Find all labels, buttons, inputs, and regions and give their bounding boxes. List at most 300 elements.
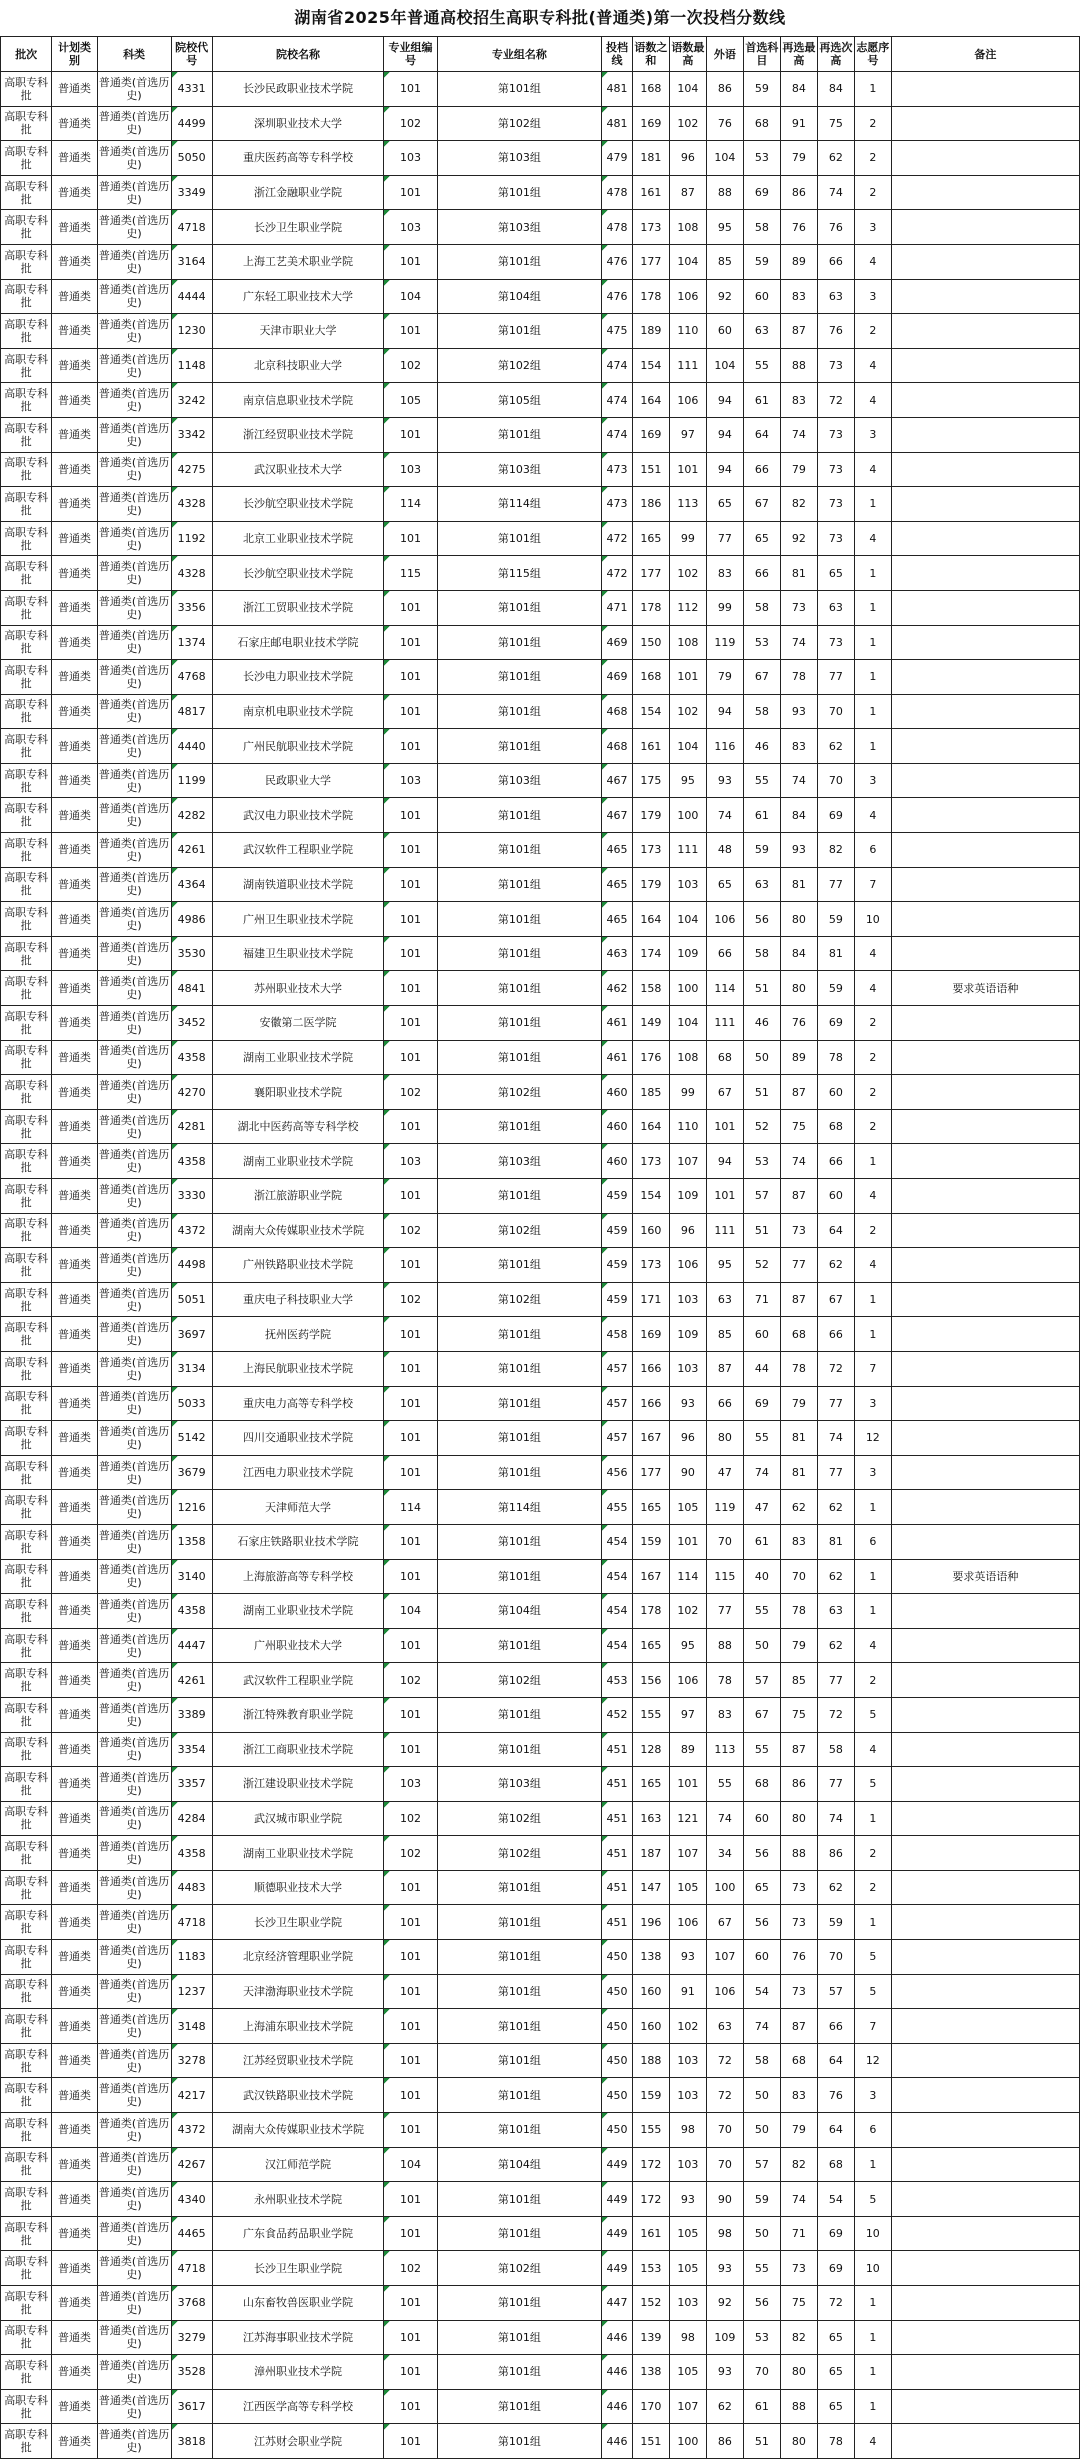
table-row bbox=[1, 1697, 1080, 1732]
col-group-code-cell: 101 bbox=[384, 1317, 437, 1352]
table-row bbox=[1, 72, 1080, 107]
col-score-line-cell: 457 bbox=[602, 1421, 633, 1456]
col-subject-type-cell: 普通类(首选历史) bbox=[97, 1490, 171, 1525]
col-plan-type-cell: 普通类 bbox=[52, 1559, 97, 1594]
col-group-name-cell: 第101组 bbox=[437, 1006, 601, 1041]
col-reselect-second-cell: 62 bbox=[817, 141, 854, 176]
col-chn-math-max-cell: 109 bbox=[669, 1317, 706, 1352]
col-score-line-cell: 446 bbox=[602, 2424, 633, 2459]
table-row bbox=[1, 1974, 1080, 2009]
table-row bbox=[1, 833, 1080, 868]
col-choice-no-cell: 5 bbox=[854, 1974, 891, 2009]
col-school-code-cell: 4270 bbox=[171, 1075, 212, 1110]
col-chn-math-sum-cell: 169 bbox=[632, 106, 669, 141]
col-group-code-cell: 101 bbox=[384, 1905, 437, 1940]
col-group-code-cell: 101 bbox=[384, 936, 437, 971]
col-subject-type-cell: 普通类(首选历史) bbox=[97, 1905, 171, 1940]
col-foreign-lang-cell: 86 bbox=[706, 2424, 743, 2459]
col-school-name-cell: 石家庄邮电职业技术学院 bbox=[212, 625, 384, 660]
col-foreign-lang-cell: 92 bbox=[706, 279, 743, 314]
col-plan-type-cell: 普通类 bbox=[52, 2216, 97, 2251]
col-reselect-second-cell: 72 bbox=[817, 2286, 854, 2321]
col-subject-type-cell: 普通类(首选历史) bbox=[97, 2078, 171, 2113]
col-choice-no-cell: 5 bbox=[854, 1767, 891, 1802]
col-first-subject-cell: 55 bbox=[743, 1594, 780, 1629]
col-score-line-cell: 459 bbox=[602, 1248, 633, 1283]
col-school-name-cell: 武汉铁路职业技术学院 bbox=[212, 2078, 384, 2113]
col-plan-type-cell: 普通类 bbox=[52, 1040, 97, 1075]
col-reselect-max-cell: 81 bbox=[780, 1421, 817, 1456]
col-group-name-cell: 第101组 bbox=[437, 1179, 601, 1214]
col-choice-no-cell: 1 bbox=[854, 72, 891, 107]
col-chn-math-sum-cell: 168 bbox=[632, 72, 669, 107]
col-group-code-cell: 101 bbox=[384, 1040, 437, 1075]
col-school-name-cell: 北京经济管理职业学院 bbox=[212, 1940, 384, 1975]
col-chn-math-max-cell: 97 bbox=[669, 1697, 706, 1732]
col-chn-math-max-cell: 103 bbox=[669, 2286, 706, 2321]
table-row bbox=[1, 175, 1080, 210]
col-chn-math-max-cell: 105 bbox=[669, 2251, 706, 2286]
col-group-code-cell: 102 bbox=[384, 1282, 437, 1317]
col-school-name-cell: 湖南工业职业技术学院 bbox=[212, 1040, 384, 1075]
col-chn-math-max-cell: 106 bbox=[669, 1905, 706, 1940]
col-score-line-cell: 479 bbox=[602, 141, 633, 176]
col-school-name-cell: 湖南工业职业技术学院 bbox=[212, 1594, 384, 1629]
col-reselect-second-cell: 75 bbox=[817, 106, 854, 141]
col-group-code-cell: 102 bbox=[384, 2251, 437, 2286]
col-remark-cell bbox=[891, 833, 1079, 868]
col-batch-cell: 高职专科批 bbox=[1, 1248, 52, 1283]
col-remark-cell bbox=[891, 1351, 1079, 1386]
col-chn-math-sum-cell: 154 bbox=[632, 694, 669, 729]
col-group-code-cell: 101 bbox=[384, 590, 437, 625]
col-reselect-second-cell: 78 bbox=[817, 1040, 854, 1075]
col-chn-math-sum-cell: 152 bbox=[632, 2286, 669, 2321]
col-group-name-cell: 第102组 bbox=[437, 2251, 601, 2286]
col-foreign-lang-cell: 94 bbox=[706, 383, 743, 418]
col-subject-type-cell: 普通类(首选历史) bbox=[97, 1144, 171, 1179]
col-plan-type-cell: 普通类 bbox=[52, 2182, 97, 2217]
col-school-name-cell: 湖南工业职业技术学院 bbox=[212, 1836, 384, 1871]
col-first-subject-cell: 55 bbox=[743, 348, 780, 383]
col-chn-math-max-cell: 96 bbox=[669, 1213, 706, 1248]
col-first-subject-cell: 53 bbox=[743, 625, 780, 660]
col-batch-cell: 高职专科批 bbox=[1, 936, 52, 971]
col-choice-no-cell: 1 bbox=[854, 1317, 891, 1352]
col-chn-math-max-cell: 89 bbox=[669, 1732, 706, 1767]
col-chn-math-sum-cell: 138 bbox=[632, 2355, 669, 2390]
col-group-code-cell: 101 bbox=[384, 833, 437, 868]
col-chn-math-sum-cell: 173 bbox=[632, 833, 669, 868]
col-score-line-cell: 478 bbox=[602, 175, 633, 210]
col-chn-math-max-cell: 103 bbox=[669, 2078, 706, 2113]
col-reselect-max-cell: 73 bbox=[780, 1974, 817, 2009]
table-row bbox=[1, 1801, 1080, 1836]
col-chn-math-sum-cell: 138 bbox=[632, 1940, 669, 1975]
col-first-subject-cell: 66 bbox=[743, 452, 780, 487]
col-choice-no-cell: 4 bbox=[854, 1628, 891, 1663]
table-row bbox=[1, 1836, 1080, 1871]
col-reselect-second-cell: 69 bbox=[817, 798, 854, 833]
col-reselect-max-cell: 88 bbox=[780, 1836, 817, 1871]
col-first-subject-cell: 69 bbox=[743, 1386, 780, 1421]
col-chn-math-sum-header: 语数之和 bbox=[632, 37, 669, 72]
col-remark-cell: 要求英语语种 bbox=[891, 971, 1079, 1006]
col-reselect-max-cell: 80 bbox=[780, 1801, 817, 1836]
col-chn-math-sum-cell: 151 bbox=[632, 2424, 669, 2459]
col-chn-math-max-cell: 91 bbox=[669, 1974, 706, 2009]
col-foreign-lang-cell: 98 bbox=[706, 2216, 743, 2251]
col-school-name-cell: 湖北中医药高等专科学校 bbox=[212, 1109, 384, 1144]
col-reselect-second-cell: 77 bbox=[817, 1386, 854, 1421]
col-school-code-cell: 4498 bbox=[171, 1248, 212, 1283]
col-subject-type-cell: 普通类(首选历史) bbox=[97, 694, 171, 729]
col-first-subject-cell: 53 bbox=[743, 141, 780, 176]
col-foreign-lang-cell: 100 bbox=[706, 1870, 743, 1905]
col-school-name-cell: 浙江特殊教育职业学院 bbox=[212, 1697, 384, 1732]
col-foreign-lang-cell: 66 bbox=[706, 936, 743, 971]
col-batch-cell: 高职专科批 bbox=[1, 660, 52, 695]
col-batch-cell: 高职专科批 bbox=[1, 348, 52, 383]
col-reselect-max-cell: 71 bbox=[780, 2216, 817, 2251]
col-school-code-cell: 4358 bbox=[171, 1836, 212, 1871]
col-group-code-cell: 101 bbox=[384, 867, 437, 902]
col-school-code-cell: 3242 bbox=[171, 383, 212, 418]
col-school-name-cell: 石家庄铁路职业技术学院 bbox=[212, 1524, 384, 1559]
col-group-name-cell: 第101组 bbox=[437, 1317, 601, 1352]
col-score-line-cell: 456 bbox=[602, 1455, 633, 1490]
col-reselect-max-cell: 82 bbox=[780, 487, 817, 522]
col-plan-type-cell: 普通类 bbox=[52, 1905, 97, 1940]
col-chn-math-sum-cell: 171 bbox=[632, 1282, 669, 1317]
col-plan-type-cell: 普通类 bbox=[52, 383, 97, 418]
col-school-code-cell: 4440 bbox=[171, 729, 212, 764]
col-group-name-cell: 第101组 bbox=[437, 1351, 601, 1386]
col-reselect-max-cell: 87 bbox=[780, 1282, 817, 1317]
col-remark-cell bbox=[891, 556, 1079, 591]
col-group-code-cell: 101 bbox=[384, 1248, 437, 1283]
col-plan-type-cell: 普通类 bbox=[52, 1421, 97, 1456]
col-first-subject-cell: 70 bbox=[743, 2355, 780, 2390]
col-foreign-lang-cell: 93 bbox=[706, 763, 743, 798]
col-group-code-cell: 101 bbox=[384, 1351, 437, 1386]
col-first-subject-cell: 61 bbox=[743, 798, 780, 833]
col-reselect-max-cell: 89 bbox=[780, 244, 817, 279]
col-plan-type-cell: 普通类 bbox=[52, 1940, 97, 1975]
col-chn-math-sum-cell: 173 bbox=[632, 1144, 669, 1179]
col-plan-type-cell: 普通类 bbox=[52, 2251, 97, 2286]
col-first-subject-cell: 63 bbox=[743, 314, 780, 349]
table-row bbox=[1, 936, 1080, 971]
col-school-code-cell: 4282 bbox=[171, 798, 212, 833]
col-foreign-lang-cell: 48 bbox=[706, 833, 743, 868]
col-chn-math-max-cell: 98 bbox=[669, 2113, 706, 2148]
col-school-name-cell: 上海民航职业技术学院 bbox=[212, 1351, 384, 1386]
col-batch-cell: 高职专科批 bbox=[1, 1040, 52, 1075]
col-first-subject-cell: 64 bbox=[743, 417, 780, 452]
table-row bbox=[1, 763, 1080, 798]
col-group-code-cell: 101 bbox=[384, 2320, 437, 2355]
col-reselect-max-cell: 73 bbox=[780, 590, 817, 625]
col-reselect-max-cell: 82 bbox=[780, 2320, 817, 2355]
col-foreign-lang-cell: 77 bbox=[706, 1594, 743, 1629]
col-choice-no-header: 志愿序号 bbox=[854, 37, 891, 72]
col-chn-math-max-cell: 93 bbox=[669, 1386, 706, 1421]
col-school-code-cell: 3140 bbox=[171, 1559, 212, 1594]
col-chn-math-sum-cell: 165 bbox=[632, 1767, 669, 1802]
col-school-code-cell: 4372 bbox=[171, 2113, 212, 2148]
table-row bbox=[1, 1386, 1080, 1421]
col-reselect-max-cell: 83 bbox=[780, 1524, 817, 1559]
table-row bbox=[1, 798, 1080, 833]
col-plan-type-cell: 普通类 bbox=[52, 175, 97, 210]
col-first-subject-cell: 46 bbox=[743, 729, 780, 764]
col-choice-no-cell: 1 bbox=[854, 487, 891, 522]
table-body bbox=[1, 72, 1080, 2459]
col-reselect-max-cell: 81 bbox=[780, 556, 817, 591]
table-row bbox=[1, 279, 1080, 314]
col-group-name-cell: 第101组 bbox=[437, 2424, 601, 2459]
col-group-code-cell: 101 bbox=[384, 2355, 437, 2390]
col-school-code-cell: 3528 bbox=[171, 2355, 212, 2390]
col-chn-math-sum-cell: 177 bbox=[632, 556, 669, 591]
col-reselect-second-cell: 66 bbox=[817, 1317, 854, 1352]
col-subject-type-cell: 普通类(首选历史) bbox=[97, 1524, 171, 1559]
col-chn-math-max-cell: 103 bbox=[669, 1282, 706, 1317]
col-subject-type-cell: 普通类(首选历史) bbox=[97, 487, 171, 522]
col-batch-cell: 高职专科批 bbox=[1, 971, 52, 1006]
col-group-name-cell: 第101组 bbox=[437, 694, 601, 729]
col-subject-type-cell: 普通类(首选历史) bbox=[97, 210, 171, 245]
col-subject-type-cell: 普通类(首选历史) bbox=[97, 417, 171, 452]
col-chn-math-max-cell: 95 bbox=[669, 1628, 706, 1663]
col-batch-cell: 高职专科批 bbox=[1, 729, 52, 764]
col-batch-cell: 高职专科批 bbox=[1, 1351, 52, 1386]
col-first-subject-cell: 67 bbox=[743, 1697, 780, 1732]
col-group-name-cell: 第101组 bbox=[437, 660, 601, 695]
col-batch-cell: 高职专科批 bbox=[1, 314, 52, 349]
col-subject-type-cell: 普通类(首选历史) bbox=[97, 2286, 171, 2321]
col-chn-math-max-cell: 104 bbox=[669, 902, 706, 937]
col-school-code-cell: 3452 bbox=[171, 1006, 212, 1041]
col-group-code-cell: 105 bbox=[384, 383, 437, 418]
col-group-name-cell: 第101组 bbox=[437, 2216, 601, 2251]
col-choice-no-cell: 2 bbox=[854, 1006, 891, 1041]
col-score-line-cell: 478 bbox=[602, 210, 633, 245]
col-reselect-max-cell: 89 bbox=[780, 1040, 817, 1075]
col-foreign-lang-cell: 101 bbox=[706, 1179, 743, 1214]
col-chn-math-sum-cell: 169 bbox=[632, 417, 669, 452]
col-batch-cell: 高职专科批 bbox=[1, 1974, 52, 2009]
col-reselect-second-cell: 59 bbox=[817, 971, 854, 1006]
col-school-code-cell: 3697 bbox=[171, 1317, 212, 1352]
col-first-subject-cell: 69 bbox=[743, 175, 780, 210]
table-row bbox=[1, 1594, 1080, 1629]
col-group-code-cell: 101 bbox=[384, 1732, 437, 1767]
col-school-name-cell: 重庆电力高等专科学校 bbox=[212, 1386, 384, 1421]
col-school-name-cell: 江苏财会职业学院 bbox=[212, 2424, 384, 2459]
col-batch-cell: 高职专科批 bbox=[1, 1905, 52, 1940]
col-group-name-cell: 第104组 bbox=[437, 2147, 601, 2182]
col-score-line-cell: 459 bbox=[602, 1213, 633, 1248]
col-group-name-cell: 第103组 bbox=[437, 141, 601, 176]
col-chn-math-sum-cell: 161 bbox=[632, 2216, 669, 2251]
col-reselect-second-cell: 73 bbox=[817, 452, 854, 487]
col-choice-no-cell: 1 bbox=[854, 2286, 891, 2321]
col-chn-math-max-cell: 93 bbox=[669, 1940, 706, 1975]
col-first-subject-cell: 59 bbox=[743, 244, 780, 279]
col-reselect-second-cell: 74 bbox=[817, 1801, 854, 1836]
col-group-code-cell: 101 bbox=[384, 2216, 437, 2251]
col-first-subject-cell: 50 bbox=[743, 1628, 780, 1663]
col-plan-type-cell: 普通类 bbox=[52, 1351, 97, 1386]
table-row bbox=[1, 2078, 1080, 2113]
col-school-code-cell: 3279 bbox=[171, 2320, 212, 2355]
col-group-name-cell: 第101组 bbox=[437, 1524, 601, 1559]
col-school-name-cell: 苏州职业技术大学 bbox=[212, 971, 384, 1006]
col-reselect-max-cell: 84 bbox=[780, 798, 817, 833]
col-chn-math-max-cell: 106 bbox=[669, 383, 706, 418]
col-choice-no-cell: 7 bbox=[854, 1351, 891, 1386]
col-group-name-cell: 第101组 bbox=[437, 936, 601, 971]
col-reselect-second-cell: 65 bbox=[817, 2355, 854, 2390]
col-choice-no-cell: 3 bbox=[854, 1386, 891, 1421]
col-chn-math-sum-cell: 173 bbox=[632, 1248, 669, 1283]
table-row bbox=[1, 2286, 1080, 2321]
col-batch-cell: 高职专科批 bbox=[1, 625, 52, 660]
col-chn-math-max-cell: 96 bbox=[669, 1421, 706, 1456]
col-group-code-cell: 101 bbox=[384, 1940, 437, 1975]
col-choice-no-cell: 6 bbox=[854, 833, 891, 868]
col-reselect-max-cell: 68 bbox=[780, 2043, 817, 2078]
col-first-subject-cell: 47 bbox=[743, 1490, 780, 1525]
col-score-line-cell: 452 bbox=[602, 1697, 633, 1732]
col-group-code-header: 专业组编号 bbox=[384, 37, 437, 72]
col-choice-no-cell: 3 bbox=[854, 417, 891, 452]
col-foreign-lang-cell: 83 bbox=[706, 1697, 743, 1732]
col-reselect-second-cell: 68 bbox=[817, 1109, 854, 1144]
col-group-code-cell: 101 bbox=[384, 2286, 437, 2321]
col-chn-math-sum-cell: 185 bbox=[632, 1075, 669, 1110]
col-group-code-cell: 102 bbox=[384, 1836, 437, 1871]
col-reselect-max-cell: 88 bbox=[780, 2389, 817, 2424]
col-school-code-cell: 5050 bbox=[171, 141, 212, 176]
col-foreign-lang-cell: 62 bbox=[706, 2389, 743, 2424]
col-group-name-cell: 第101组 bbox=[437, 2113, 601, 2148]
col-school-name-cell: 长沙航空职业技术学院 bbox=[212, 556, 384, 591]
col-group-code-cell: 101 bbox=[384, 2009, 437, 2044]
col-choice-no-cell: 4 bbox=[854, 798, 891, 833]
col-reselect-max-cell: 78 bbox=[780, 1351, 817, 1386]
col-group-code-cell: 101 bbox=[384, 1628, 437, 1663]
col-reselect-max-cell: 79 bbox=[780, 1628, 817, 1663]
col-reselect-max-cell: 76 bbox=[780, 1006, 817, 1041]
col-score-line-cell: 469 bbox=[602, 660, 633, 695]
col-chn-math-sum-cell: 172 bbox=[632, 2182, 669, 2217]
col-foreign-lang-cell: 70 bbox=[706, 1524, 743, 1559]
col-plan-type-cell: 普通类 bbox=[52, 625, 97, 660]
col-plan-type-cell: 普通类 bbox=[52, 2320, 97, 2355]
col-group-name-cell: 第101组 bbox=[437, 1248, 601, 1283]
col-first-subject-cell: 51 bbox=[743, 1213, 780, 1248]
col-subject-type-cell: 普通类(首选历史) bbox=[97, 244, 171, 279]
col-plan-type-cell: 普通类 bbox=[52, 2113, 97, 2148]
col-school-name-cell: 浙江工贸职业技术学院 bbox=[212, 590, 384, 625]
col-subject-type-cell: 普通类(首选历史) bbox=[97, 2182, 171, 2217]
col-foreign-lang-cell: 106 bbox=[706, 902, 743, 937]
col-choice-no-cell: 1 bbox=[854, 1594, 891, 1629]
col-subject-type-cell: 普通类(首选历史) bbox=[97, 1628, 171, 1663]
col-chn-math-sum-cell: 169 bbox=[632, 1317, 669, 1352]
col-plan-type-cell: 普通类 bbox=[52, 1801, 97, 1836]
table-row bbox=[1, 2043, 1080, 2078]
col-foreign-lang-cell: 85 bbox=[706, 1317, 743, 1352]
col-foreign-lang-cell: 88 bbox=[706, 175, 743, 210]
col-chn-math-sum-cell: 178 bbox=[632, 590, 669, 625]
col-chn-math-max-cell: 108 bbox=[669, 1040, 706, 1075]
col-subject-type-cell: 普通类(首选历史) bbox=[97, 936, 171, 971]
col-reselect-second-cell: 77 bbox=[817, 1663, 854, 1698]
col-first-subject-cell: 54 bbox=[743, 1974, 780, 2009]
col-chn-math-max-cell: 104 bbox=[669, 244, 706, 279]
col-batch-cell: 高职专科批 bbox=[1, 1006, 52, 1041]
col-first-subject-cell: 59 bbox=[743, 833, 780, 868]
col-foreign-lang-cell: 60 bbox=[706, 314, 743, 349]
col-foreign-lang-cell: 86 bbox=[706, 72, 743, 107]
col-group-code-cell: 101 bbox=[384, 971, 437, 1006]
col-reselect-second-cell: 60 bbox=[817, 1075, 854, 1110]
col-group-code-cell: 101 bbox=[384, 2113, 437, 2148]
col-school-name-cell: 天津师范大学 bbox=[212, 1490, 384, 1525]
col-chn-math-max-cell: 87 bbox=[669, 175, 706, 210]
col-school-code-cell: 3164 bbox=[171, 244, 212, 279]
col-score-line-cell: 447 bbox=[602, 2286, 633, 2321]
col-group-code-cell: 103 bbox=[384, 210, 437, 245]
col-plan-type-cell: 普通类 bbox=[52, 1663, 97, 1698]
col-batch-cell: 高职专科批 bbox=[1, 141, 52, 176]
col-batch-cell: 高职专科批 bbox=[1, 417, 52, 452]
col-remark-cell bbox=[891, 867, 1079, 902]
col-chn-math-sum-cell: 153 bbox=[632, 2251, 669, 2286]
col-group-code-cell: 101 bbox=[384, 2182, 437, 2217]
col-group-name-cell: 第101组 bbox=[437, 2043, 601, 2078]
col-batch-cell: 高职专科批 bbox=[1, 1628, 52, 1663]
col-school-name-cell: 重庆医药高等专科学校 bbox=[212, 141, 384, 176]
col-group-name-cell: 第114组 bbox=[437, 1490, 601, 1525]
col-reselect-max-cell: 74 bbox=[780, 417, 817, 452]
col-school-code-cell: 4483 bbox=[171, 1870, 212, 1905]
col-school-name-cell: 上海工艺美术职业学院 bbox=[212, 244, 384, 279]
col-batch-cell: 高职专科批 bbox=[1, 1421, 52, 1456]
col-choice-no-cell: 2 bbox=[854, 1040, 891, 1075]
col-choice-no-cell: 1 bbox=[854, 2147, 891, 2182]
col-group-name-cell: 第101组 bbox=[437, 1905, 601, 1940]
col-subject-type-cell: 普通类(首选历史) bbox=[97, 1179, 171, 1214]
col-plan-type-cell: 普通类 bbox=[52, 556, 97, 591]
col-first-subject-cell: 50 bbox=[743, 2078, 780, 2113]
col-group-code-cell: 102 bbox=[384, 1213, 437, 1248]
col-reselect-max-cell: 74 bbox=[780, 2182, 817, 2217]
col-plan-type-cell: 普通类 bbox=[52, 1282, 97, 1317]
col-score-line-cell: 476 bbox=[602, 244, 633, 279]
col-plan-type-cell: 普通类 bbox=[52, 1490, 97, 1525]
col-batch-cell: 高职专科批 bbox=[1, 2355, 52, 2390]
col-school-name-cell: 湖南大众传媒职业技术学院 bbox=[212, 2113, 384, 2148]
col-remark-cell bbox=[891, 2251, 1079, 2286]
col-chn-math-max-cell: 102 bbox=[669, 106, 706, 141]
col-subject-type-cell: 普通类(首选历史) bbox=[97, 1663, 171, 1698]
col-school-code-cell: 4267 bbox=[171, 2147, 212, 2182]
